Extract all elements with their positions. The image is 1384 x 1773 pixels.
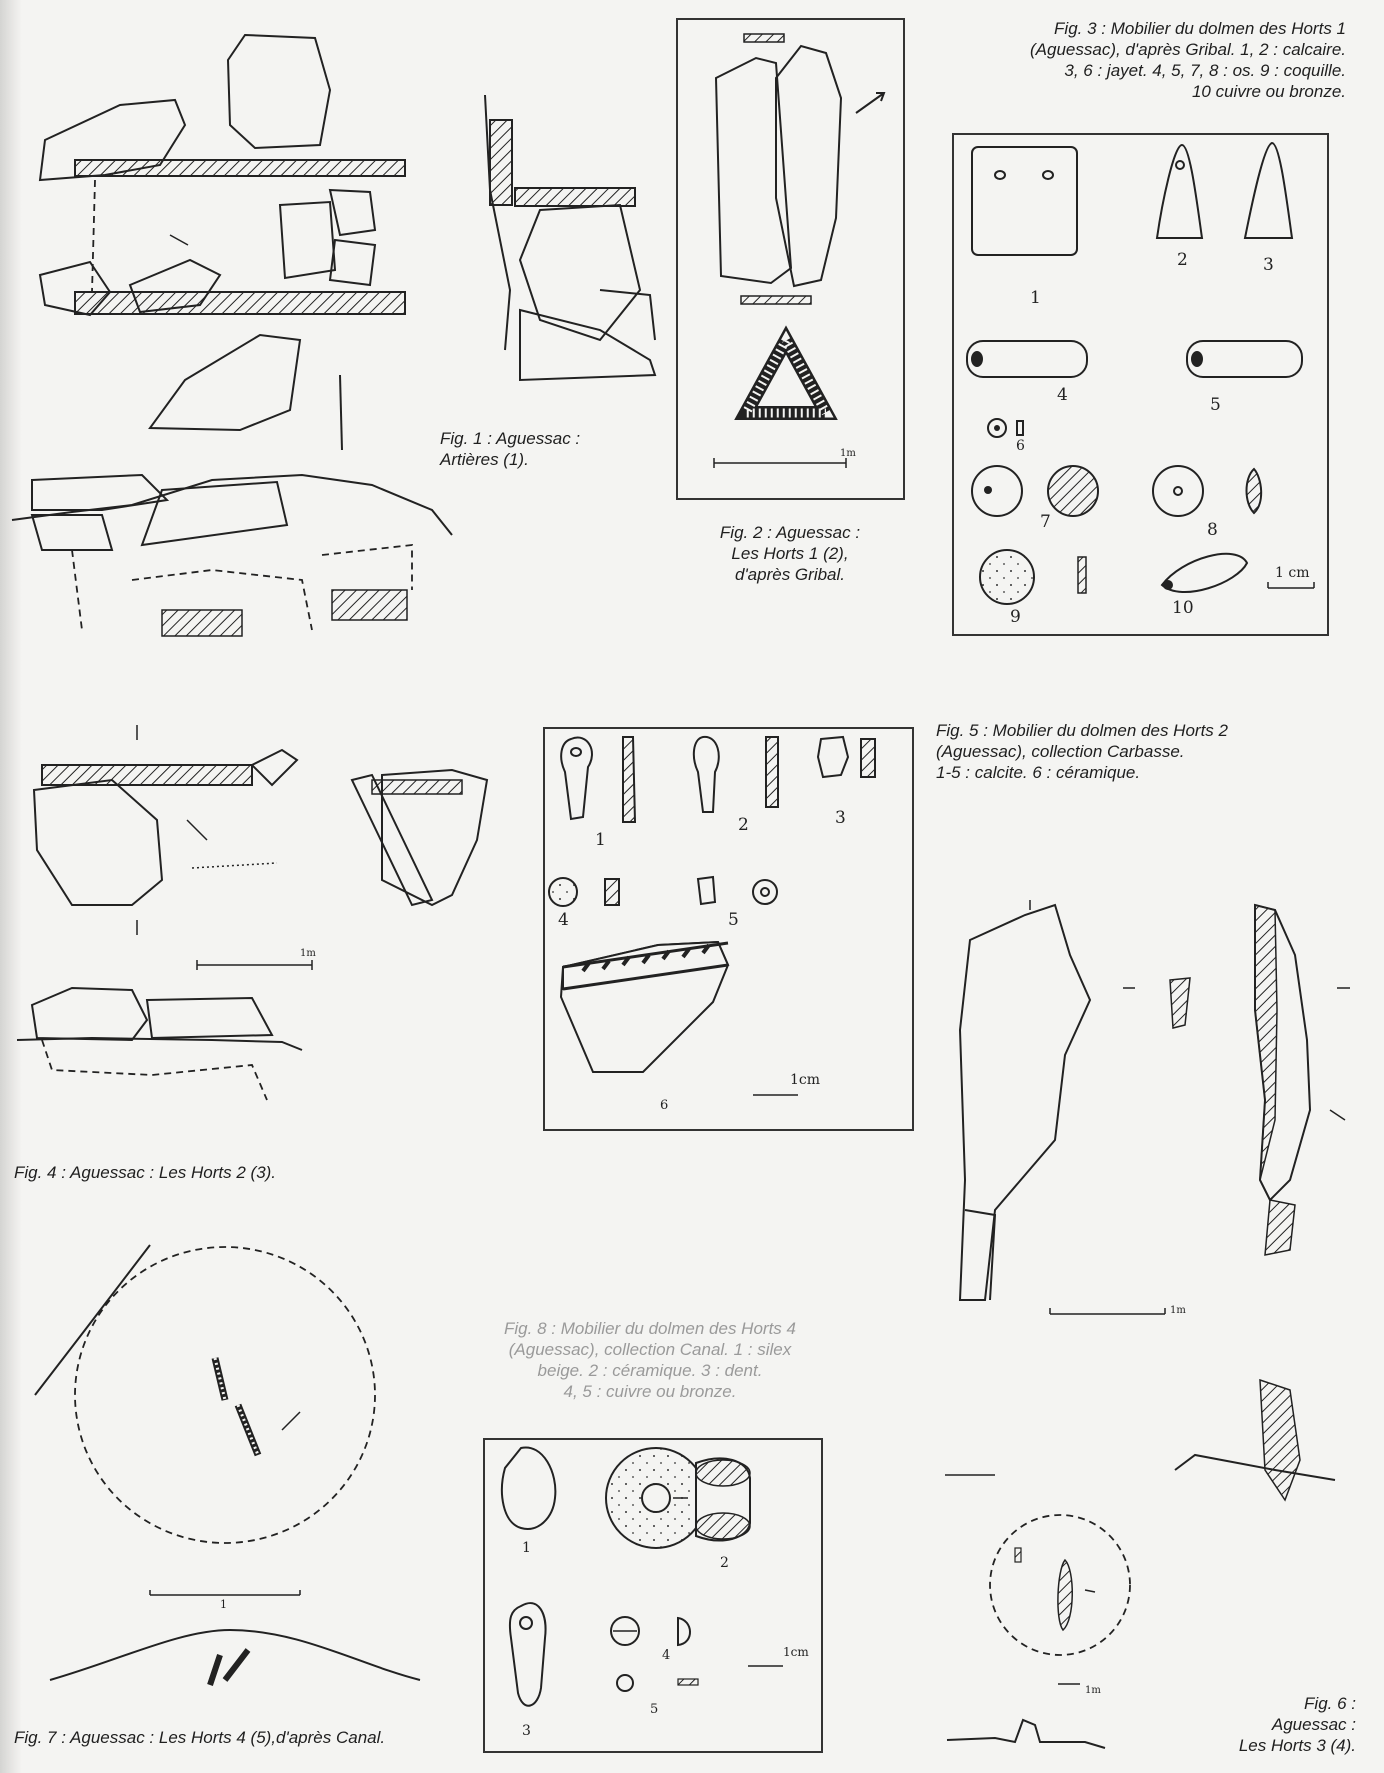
fig5-scale-label: 1cm	[790, 1072, 821, 1088]
fig5-number: 1	[595, 830, 606, 850]
fig7-caption-line: Fig. 7 : Aguessac : Les Horts 4 (5),d'après Canal.	[14, 1728, 386, 1747]
fig7-caption	[14, 1727, 385, 1748]
fig5-caption-line: (Aguessac), collection Carbasse.	[936, 742, 1185, 761]
fig1-section-drawing	[480, 90, 680, 390]
fig8-caption-line: 4, 5 : cuivre ou bronze.	[563, 1382, 737, 1401]
fig8-scale-label: 1cm	[783, 1645, 809, 1659]
fig3-number: 1	[1030, 288, 1041, 308]
fig6-caption-line: Aguessac :	[1271, 1715, 1356, 1734]
fig5-number: 2	[738, 815, 749, 835]
fig7-scale-label: 1	[220, 1598, 227, 1611]
fig1-caption-line: Fig. 1 : Aguessac :	[440, 429, 581, 448]
fig3-caption	[926, 18, 1346, 102]
fig6-scale-label-section: 1m	[1170, 1305, 1186, 1316]
fig2-caption-line: Fig. 2 : Aguessac :	[719, 523, 861, 542]
fig8-caption-line: beige. 2 : céramique. 3 : dent.	[537, 1361, 763, 1380]
fig6-caption-line: Fig. 6 :	[1304, 1694, 1356, 1713]
fig3-number: 3	[1263, 255, 1274, 275]
fig3-number: 2	[1177, 250, 1188, 270]
fig8-number: 3	[522, 1723, 531, 1739]
fig5-number: 4	[558, 910, 569, 930]
fig3-scale-label: 1 cm	[1275, 565, 1310, 581]
fig8-number: 4	[662, 1648, 671, 1663]
fig3-number: 5	[1210, 395, 1221, 415]
fig3-number: 4	[1057, 385, 1068, 405]
fig1-elevation-drawing	[12, 470, 452, 640]
fig2-caption-line: d'après Gribal.	[734, 565, 846, 584]
fig5-number: 3	[835, 808, 846, 828]
fig8-caption-line: (Aguessac), collection Canal. 1 : silex	[508, 1340, 792, 1359]
fig6-drawing	[945, 880, 1365, 1770]
fig5-number: 5	[728, 910, 739, 930]
fig3-number: 9	[1010, 607, 1021, 627]
fig3-number: 7	[1040, 512, 1051, 532]
fig7-drawing	[20, 1230, 480, 1690]
fig3-number: 10	[1172, 598, 1194, 618]
fig8-number: 5	[650, 1702, 659, 1717]
fig3-caption-line: 3, 6 : jayet. 4, 5, 7, 8 : os. 9 : coquille.	[1064, 61, 1346, 80]
fig6-caption	[1186, 1693, 1356, 1756]
fig5-caption	[936, 720, 1228, 783]
fig3-caption-line: (Aguessac), d'après Gribal. 1, 2 : calcaire.	[1030, 40, 1346, 59]
fig8-number: 1	[522, 1540, 531, 1556]
fig2-drawing	[676, 18, 905, 500]
fig1-plan-drawing	[30, 30, 470, 450]
fig3-caption-line: 10 cuivre ou bronze.	[1191, 82, 1346, 101]
fig4-caption-line: Fig. 4 : Aguessac : Les Horts 2 (3).	[14, 1163, 277, 1182]
fig4-caption	[14, 1162, 276, 1183]
fig6-caption-line: Les Horts 3 (4).	[1238, 1736, 1356, 1755]
fig5-number: 6	[660, 1098, 669, 1113]
fig1-caption	[440, 428, 580, 470]
fig1-caption-line: Artières (1).	[440, 450, 529, 469]
fig3-drawing	[952, 133, 1329, 636]
fig4-scale-label: 1m	[300, 948, 316, 959]
fig4-drawing	[12, 720, 502, 1120]
fig8-caption	[470, 1318, 830, 1402]
fig6-scale-label-plan: 1m	[1085, 1685, 1101, 1696]
fig2-scale-label: 1m	[840, 448, 856, 459]
fig3-number: 6	[1016, 438, 1025, 454]
fig5-caption-line: 1-5 : calcite. 6 : céramique.	[936, 763, 1141, 782]
fig3-number: 8	[1207, 520, 1218, 540]
fig5-caption-line: Fig. 5 : Mobilier du dolmen des Horts 2	[936, 721, 1228, 740]
fig2-caption	[700, 522, 880, 585]
fig8-caption-line: Fig. 8 : Mobilier du dolmen des Horts 4	[504, 1319, 796, 1338]
fig8-number: 2	[720, 1555, 729, 1571]
fig3-caption-line: Fig. 3 : Mobilier du dolmen des Horts 1	[1054, 19, 1346, 38]
fig2-caption-line: Les Horts 1 (2),	[731, 544, 849, 563]
